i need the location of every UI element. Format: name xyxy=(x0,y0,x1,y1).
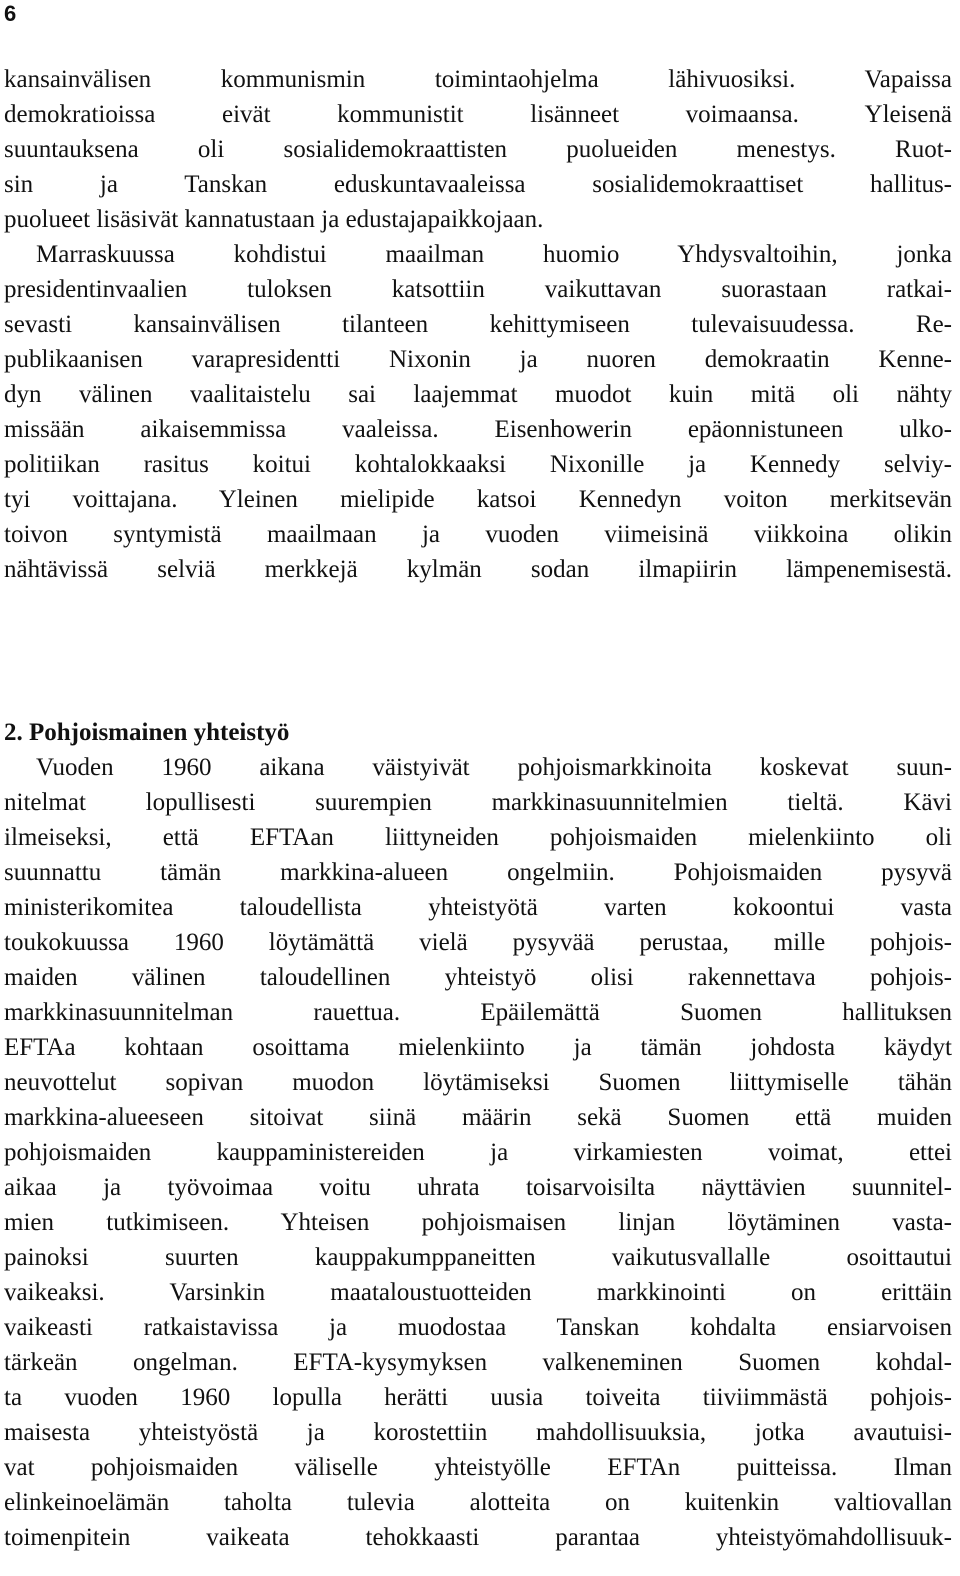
text-line: demokratioissa eivät kommunistit lisänneet voimaansa. Yleisenä xyxy=(4,101,952,128)
text-line: dyn välinen vaalitaistelu sai laajemmat muodot kuin mitä oli nähty xyxy=(4,381,952,408)
text-line: suuntauksena oli sosialidemokraattisten puolueiden menestys. Ruot- xyxy=(4,136,952,163)
text-line: tärkeän ongelman. EFTA-kysymyksen valkeneminen Suomen kohdal- xyxy=(4,1349,952,1376)
text-line: publikaanisen varapresidentti Nixonin ja nuoren demokraatin Kenne- xyxy=(4,346,952,373)
text-line: toivon syntymistä maailmaan ja vuoden viimeisinä viikkoina olikin xyxy=(4,521,952,548)
text-line: markkinasuunnitelman rauettua. Epäilemättä Suomen hallituksen xyxy=(4,999,952,1026)
text-line: suunnattu tämän markkina-alueen ongelmiin. Pohjoismaiden pysyvä xyxy=(4,859,952,886)
text-line: sin ja Tanskan eduskuntavaaleissa sosialidemokraattiset hallitus- xyxy=(4,171,952,198)
text-line: elinkeinoelämän taholta tulevia alotteita on kuitenkin valtiovallan xyxy=(4,1489,952,1516)
text-line: ilmeiseksi, että EFTAan liittyneiden pohjoismaiden mielenkiinto oli xyxy=(4,824,952,851)
page-number: 6 xyxy=(4,1,17,26)
text-line: sevasti kansainvälisen tilanteen kehittymiseen tulevaisuudessa. Re- xyxy=(4,311,952,338)
text-line: nitelmat lopullisesti suurempien markkinasuunnitelmien tieltä. Kävi xyxy=(4,789,952,816)
text-line: ministerikomitea taloudellista yhteistyötä varten kokoontui vasta xyxy=(4,894,952,921)
paragraph-international xyxy=(4,62,952,587)
text-line: missään aikaisemmissa vaaleissa. Eisenhowerin epäonnistuneen ulko- xyxy=(4,416,952,443)
text-line: pohjoismaiden kauppaministereiden ja virkamiesten voimat, ettei xyxy=(4,1139,952,1166)
text-line: toukokuussa 1960 löytämättä vielä pysyvää perustaa, mille pohjois- xyxy=(4,929,952,956)
text-line: nähtävissä selviä merkkejä kylmän sodan ilmapiirin lämpenemisestä. xyxy=(4,556,952,583)
section-heading: 2. Pohjoismainen yhteistyö xyxy=(4,719,290,746)
text-line: neuvottelut sopivan muodon löytämiseksi Suomen liittymiselle tähän xyxy=(4,1069,952,1096)
text-line: presidentinvaalien tuloksen katsottiin vaikuttavan suorastaan ratkai- xyxy=(4,276,952,303)
text-line: Vuoden 1960 aikana väistyivät pohjoismarkkinoita koskevat suun- xyxy=(36,754,952,781)
text-line: puolueet lisäsivät kannatustaan ja edustajapaikkojaan. xyxy=(4,206,544,233)
text-line: ta vuoden 1960 lopulla herätti uusia toiveita tiiviimmästä pohjois- xyxy=(4,1384,952,1411)
text-line: politiikan rasitus koitui kohtalokkaaksi Nixonille ja Kennedy selviy- xyxy=(4,451,952,478)
text-line: maiden välinen taloudellinen yhteistyö olisi rakennettava pohjois- xyxy=(4,964,952,991)
text-line: toimenpitein vaikeata tehokkaasti parantaa yhteistyömahdollisuuk- xyxy=(4,1524,952,1551)
text-line: kansainvälisen kommunismin toimintaohjelma lähivuosiksi. Vapaissa xyxy=(4,66,952,93)
text-line: Marraskuussa kohdistui maailman huomio Yhdysvaltoihin, jonka xyxy=(36,241,952,268)
text-line: painoksi suurten kauppakumppaneitten vaikutusvallalle osoittautui xyxy=(4,1244,952,1271)
text-line: vaikeaksi. Varsinkin maataloustuotteiden markkinointi on erittäin xyxy=(4,1279,952,1306)
text-line: tyi voittajana. Yleinen mielipide katsoi Kennedyn voiton merkitsevän xyxy=(4,486,952,513)
text-line: maisesta yhteistyöstä ja korostettiin mahdollisuuksia, jotka avautuisi- xyxy=(4,1419,952,1446)
text-line: vaikeasti ratkaistavissa ja muodostaa Tanskan kohdalta ensiarvoisen xyxy=(4,1314,952,1341)
text-line: aikaa ja työvoimaa voitu uhrata toisarvoisilta näyttävien suunnitel- xyxy=(4,1174,952,1201)
text-line: markkina-alueeseen sitoivat siinä määrin sekä Suomen että muiden xyxy=(4,1104,952,1131)
text-line: vat pohjoismaiden väliselle yhteistyölle EFTAn puitteissa. Ilman xyxy=(4,1454,952,1481)
text-line: EFTAa kohtaan osoittama mielenkiinto ja tämän johdosta käydyt xyxy=(4,1034,952,1061)
text-line: mien tutkimiseen. Yhteisen pohjoismaisen linjan löytäminen vasta- xyxy=(4,1209,952,1236)
paragraph-nordic-cooperation xyxy=(4,750,952,1555)
